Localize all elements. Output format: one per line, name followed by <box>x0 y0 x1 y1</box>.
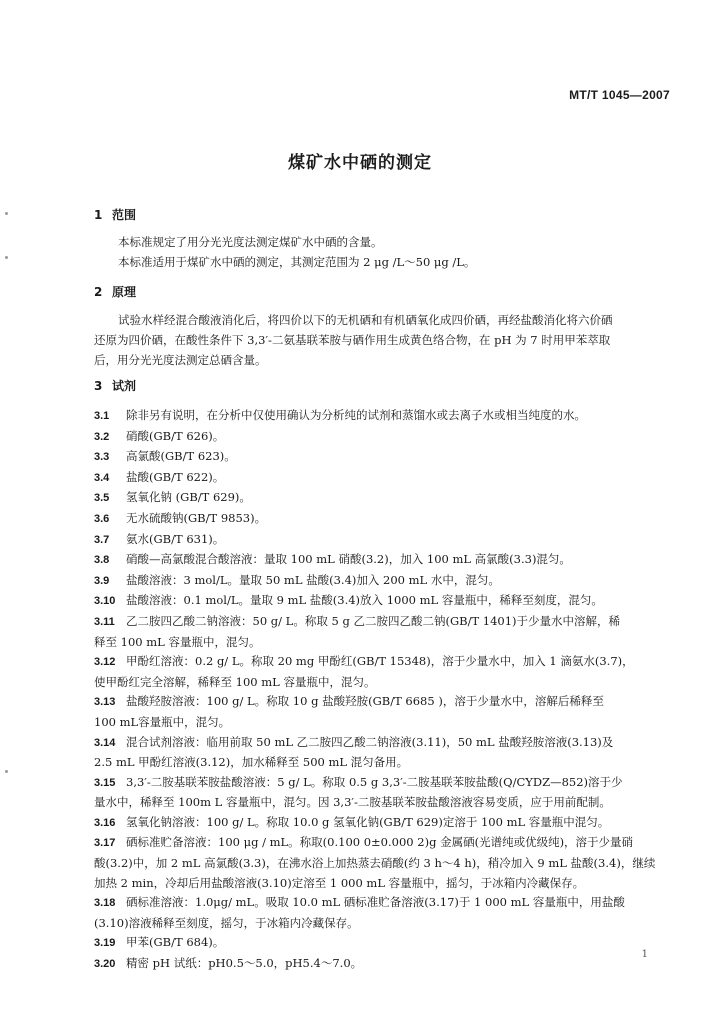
reagent-clause <box>94 692 660 732</box>
clause-line <box>94 833 660 854</box>
clause-text: 无水硫酸钠(GB/T 9853)。 <box>126 510 267 525</box>
clause-line <box>94 406 660 427</box>
reagent-clause <box>94 571 660 592</box>
clause-line <box>94 488 660 509</box>
clause-text: 氢氧化钠 (GB/T 629)。 <box>126 490 251 505</box>
reagent-clause <box>94 612 660 652</box>
clause-text: 除非另有说明，在分析中仅使用确认为分析纯的试剂和蒸馏水或去离子水或相当纯度的水。 <box>126 408 586 422</box>
scan-speck <box>5 256 8 259</box>
clause-line <box>94 914 660 934</box>
clause-line <box>94 652 660 673</box>
clause-line <box>94 550 660 571</box>
clause-line <box>94 447 660 468</box>
clause-text: 甲酚红溶液：0.2 g/ L。称取 20 mg 甲酚红(GB/T 15348)，溶于少量水中，加入 1 滴氨水(3.7)， <box>126 654 634 669</box>
clause-text: 氨水(GB/T 631)。 <box>126 531 225 546</box>
reagent-clause <box>94 933 660 954</box>
reagent-clause <box>94 468 660 489</box>
clause-line <box>94 530 660 551</box>
clause-line <box>94 954 660 975</box>
clause-line <box>94 893 660 914</box>
scan-speck <box>5 770 8 773</box>
paragraph-line: 本标准规定了用分光光度法测定煤矿水中硒的含量。 <box>118 235 383 249</box>
clause-number: 3.13 <box>94 696 116 709</box>
section-title: 试剂 <box>112 379 137 393</box>
clause-text: 氢氧化钠溶液：100 g/ L。称取 10.0 g 氢氧化钠(GB/T 629)定溶于 100 mL 容量瓶中混匀。 <box>126 814 610 829</box>
reagent-clause <box>94 733 660 773</box>
clause-text: 100 mL容量瓶中，混匀。 <box>94 714 231 729</box>
clause-text: 硝酸—高氯酸混合酸溶液：量取 100 mL 硝酸(3.2)，加入 100 mL 高氯酸(3.3)混匀。 <box>126 552 571 567</box>
clause-number: 3.5 <box>94 492 110 505</box>
section-body-scope <box>94 232 660 272</box>
clause-number: 3.12 <box>94 656 116 669</box>
clause-number: 3.2 <box>94 430 110 443</box>
clause-line <box>94 612 660 633</box>
clause-line <box>94 813 660 834</box>
page-title: 煤矿水中硒的测定 <box>288 153 432 173</box>
section-title: 范围 <box>112 208 137 222</box>
paragraph-line: 本标准适用于煤矿水中硒的测定，其测定范围为 2 μg /L～50 μg /L。 <box>118 255 476 269</box>
clause-text: 释至 100 mL 容量瓶中，混匀。 <box>94 634 261 649</box>
reagent-clause <box>94 773 660 813</box>
clause-text: 盐酸(GB/T 622)。 <box>126 469 225 484</box>
clause-number: 3.17 <box>94 837 116 850</box>
section-number: 2 <box>94 285 103 299</box>
reagent-clause <box>94 488 660 509</box>
clause-text: 盐酸羟胺溶液：100 g/ L。称取 10 g 盐酸羟胺(GB/T 6685 )，溶于少量水中，溶解后稀释至 <box>126 694 604 709</box>
reagent-clause <box>94 550 660 571</box>
clause-line <box>94 854 660 874</box>
reagent-clause <box>94 813 660 834</box>
reagent-clause <box>94 509 660 530</box>
clause-text: 混合试剂溶液：临用前取 50 mL 乙二胺四乙酸二钠溶液(3.11)，50 mL 盐酸羟胺溶液(3.13)及 <box>126 734 614 749</box>
reagent-clause <box>94 406 660 427</box>
clause-text: 硝酸(GB/T 626)。 <box>126 428 225 443</box>
clause-line <box>94 571 660 592</box>
clause-line <box>94 753 660 773</box>
reagent-clause <box>94 447 660 468</box>
clause-text: 甲苯(GB/T 684)。 <box>126 935 225 950</box>
clause-line <box>94 692 660 713</box>
clause-line <box>94 591 660 612</box>
reagent-clause <box>94 893 660 933</box>
clause-text: 硒标准溶液：1.0μg/ mL。吸取 10.0 mL 硒标准贮备溶液(3.17)于 1 000 mL 容量瓶中，用盐酸 <box>126 895 625 910</box>
clause-text: 3,3′-二胺基联苯胺盐酸溶液：5 g/ L。称取 0.5 g 3,3′-二胺基联苯胺盐酸(Q/CYDZ—852)溶于少 <box>126 774 623 789</box>
clause-text: 盐酸溶液：3 mol/L。量取 50 mL 盐酸(3.4)加入 200 mL 水中，混匀。 <box>126 572 500 587</box>
clause-number: 3.9 <box>94 574 110 587</box>
section-number: 3 <box>94 379 103 393</box>
clause-number: 3.1 <box>94 410 110 422</box>
clause-number: 3.16 <box>94 816 116 829</box>
reagent-clause-list <box>94 406 660 975</box>
clause-number: 3.6 <box>94 512 110 525</box>
clause-number: 3.14 <box>94 736 116 749</box>
clause-line <box>94 733 660 754</box>
reagent-clause <box>94 833 660 893</box>
standard-code: MT/T 1045—2007 <box>569 88 670 102</box>
clause-line <box>94 773 660 794</box>
clause-number: 3.8 <box>94 554 110 567</box>
clause-text: 盐酸溶液：0.1 mol/L。量取 9 mL 盐酸(3.4)放入 1000 mL 容量瓶中，稀释至刻度，混匀。 <box>126 593 603 608</box>
reagent-clause <box>94 954 660 975</box>
reagent-clause <box>94 427 660 448</box>
clause-line <box>94 874 660 894</box>
clause-number: 3.10 <box>94 595 116 608</box>
clause-text: 高氯酸(GB/T 623)。 <box>126 449 236 464</box>
section-heading-principle <box>94 283 136 300</box>
section-title: 原理 <box>112 285 137 299</box>
clause-number: 3.11 <box>94 615 115 628</box>
clause-text: 酸(3.2)中，加 2 mL 高氯酸(3.3)，在沸水浴上加热蒸去硝酸(约 3 h～4 h)，稍冷加入 9 mL 盐酸(3.4)，继续 <box>94 856 656 871</box>
scan-speck <box>5 212 8 215</box>
paragraph-line: 试验水样经混合酸液消化后，将四价以下的无机硒和有机硒氧化成四价硒，再经盐酸消化将六价硒 <box>118 313 613 327</box>
section-number: 1 <box>94 208 103 222</box>
clause-line <box>94 793 660 813</box>
clause-number: 3.19 <box>94 937 116 950</box>
clause-line <box>94 468 660 489</box>
reagent-clause <box>94 530 660 551</box>
page-number: 1 <box>641 949 648 960</box>
clause-line <box>94 633 660 653</box>
clause-number: 3.3 <box>94 451 110 464</box>
clause-line <box>94 673 660 693</box>
clause-text: (3.10)溶液稀释至刻度，摇匀，于冰箱内冷藏保存。 <box>94 915 359 930</box>
clause-line <box>94 933 660 954</box>
paragraph-line: 后，用分光光度法测定总硒含量。 <box>94 353 267 367</box>
clause-text: 加热 2 min，冷却后用盐酸溶液(3.10)定溶至 1 000 mL 容量瓶中，摇匀，于冰箱内冷藏保存。 <box>94 875 585 890</box>
clause-text: 量水中，稀释至 100m L 容量瓶中，混匀。因 3,3′-二胺基联苯胺盐酸溶液容易变质，应于用前配制。 <box>94 795 611 810</box>
clause-text: 乙二胺四乙酸二钠溶液：50 g/ L。称取 5 g 乙二胺四乙酸二钠(GB/T 1401)于少量水中溶解，稀 <box>126 613 621 628</box>
clause-line <box>94 713 660 733</box>
clause-number: 3.7 <box>94 533 110 546</box>
section-heading-reagents <box>94 377 136 394</box>
clause-line <box>94 427 660 448</box>
clause-text: 精密 pH 试纸：pH0.5～5.0，pH5.4～7.0。 <box>126 956 363 971</box>
clause-text: 使甲酚红完全溶解，稀释至 100 mL 容量瓶中，混匀。 <box>94 674 376 689</box>
section-heading-scope <box>94 206 136 223</box>
section-body-principle <box>94 310 660 370</box>
paragraph-line: 还原为四价硒，在酸性条件下 3,3′-二氨基联苯胺与硒作用生成黄色络合物，在 pH 为 7 时用甲苯萃取 <box>94 333 611 347</box>
clause-number: 3.20 <box>94 958 116 971</box>
reagent-clause <box>94 652 660 692</box>
clause-number: 3.15 <box>94 776 116 789</box>
clause-text: 2.5 mL 甲酚红溶液(3.12)，加水稀释至 500 mL 混匀备用。 <box>94 755 409 770</box>
clause-number: 3.18 <box>94 897 116 910</box>
reagent-clause <box>94 591 660 612</box>
clause-text: 硒标准贮备溶液：100 μg / mL。称取(0.100 0±0.000 2)g 金属硒(光谱纯或优级纯)，溶于少量硝 <box>126 835 634 850</box>
clause-line <box>94 509 660 530</box>
clause-number: 3.4 <box>94 471 110 484</box>
